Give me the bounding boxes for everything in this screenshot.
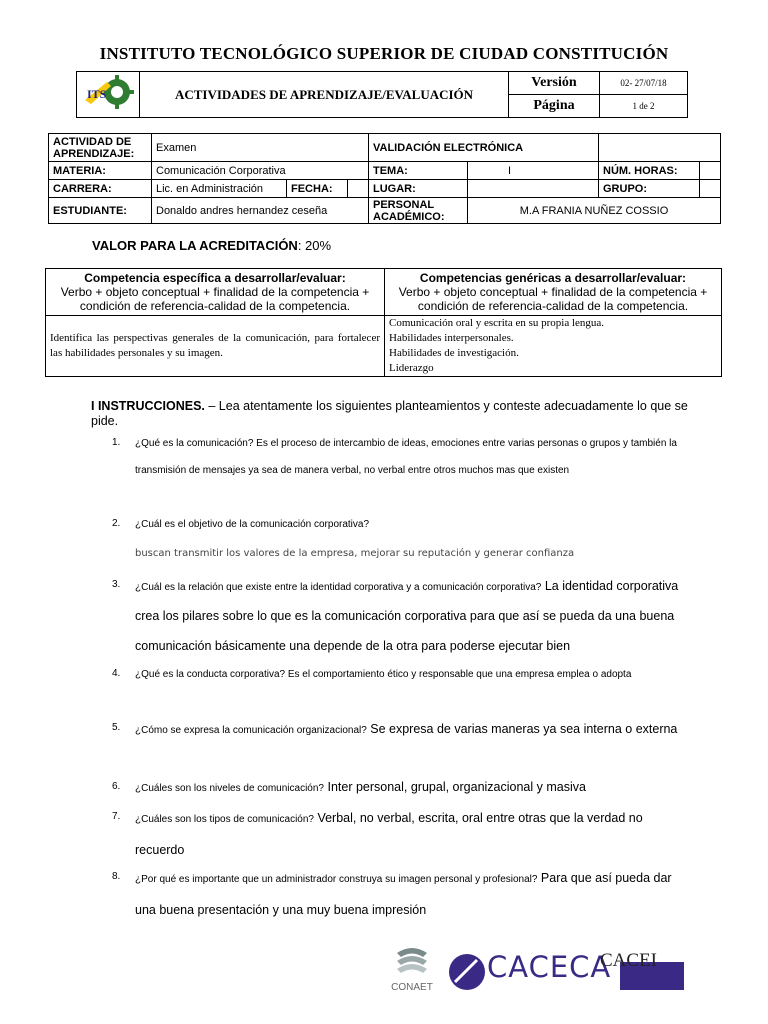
question-number: 7. [112,811,121,822]
horas-value [700,162,721,180]
caceca-logo [447,950,612,996]
cacei-text: CACEI [600,950,657,971]
question-text [135,803,680,867]
page-label: Página [509,95,600,118]
cacei-logo [600,952,684,992]
answer-text: La identidad corporativa crea los pilares sobre lo que es la comunicación corporativa para que así se pueda da una buena comunicación básicamente una depende de la otra para poderse ejecutar bien [135,579,679,653]
svg-text:ITS: ITS [87,87,107,101]
instructions [91,399,691,429]
caceca-text: CACECA [487,950,612,984]
question-number: 3. [112,579,121,590]
tema-value: I [468,162,599,180]
lugar-value [468,180,599,198]
question-text-q: ¿Cuál es la relación que existe entre la identidad corporativa y a comunicación corporativa? [135,582,542,593]
fecha-label: FECHA: [287,180,348,198]
page-value: 1 de 2 [600,95,688,118]
validacion-label: VALIDACIÓN ELECTRÓNICA [369,134,599,162]
conaet-text: CONAET [391,982,433,993]
lugar-label: LUGAR: [369,180,468,198]
question-number: 8. [112,871,121,882]
question-number: 6. [112,781,121,792]
generica-item: Liderazgo [389,362,434,374]
carrera-value: Lic. en Administración [152,180,287,198]
question-text: ¿Cuál es el objetivo de la comunicación corporativa? [135,519,370,530]
conaet-emblem-icon [383,945,441,979]
generica-item: Habilidades interpersonales. [389,332,514,344]
competencia-especifica-body: Identifica las perspectivas generales de la comunicación, para fortalecer las habilidades personales y su imagen. [46,316,385,377]
competencias-table [45,268,722,377]
question-text: ¿Qué es la conducta corporativa? Es el comportamiento ético y responsable que una empresa emplea o adopta [135,669,632,680]
version-value: 02- 27/07/18 [600,72,688,95]
horas-label: NÚM. HORAS: [599,162,700,180]
fecha-value [348,180,369,198]
conaet-logo [383,945,441,995]
validacion-value [599,134,721,162]
form-title: ACTIVIDADES DE APRENDIZAJE/EVALUACIÓN [140,72,509,118]
answer-text: Para que así pueda dar una buena presentación y una muy buena impresión [135,871,672,917]
instructions-label: I INSTRUCCIONES. [91,399,205,413]
competencias-genericas-title: Competencias genéricas a desarrollar/evaluar: [419,271,687,285]
personal-value: M.A FRANIA NUÑEZ COSSIO [468,198,721,224]
materia-value: Comunicación Corporativa [152,162,369,180]
question-text [135,572,680,662]
caceca-emblem-icon [447,952,487,992]
question-text: ¿Qué es la comunicación? Es el proceso de intercambio de ideas, emociones entre varias personas o grupos y también la transmisión de mensajes ya sea de manera verbal, no verbal entre otros muchos mas que existen [135,438,677,476]
estudiante-value: Donaldo andres hernandez ceseña [152,198,369,224]
institute-title: INSTITUTO TECNOLÓGICO SUPERIOR DE CIUDAD CONSTITUCIÓN [99,44,669,63]
question-number: 4. [112,668,121,679]
question-text-q: ¿Cómo se expresa la comunicación organizacional? [135,725,367,736]
actividad-label: ACTIVIDAD DE APRENDIZAJE: [49,134,152,162]
question-text [135,714,680,746]
competencia-especifica-sub: Verbo + objeto conceptual + finalidad de la competencia + condición de referencia-calidad de la competencia. [60,285,370,313]
tema-label: TEMA: [369,162,468,180]
competencia-especifica-title: Competencia específica a desarrollar/evaluar: [84,271,346,285]
question-number: 2. [112,518,121,529]
grupo-label: GRUPO: [599,180,700,198]
actividad-value: Examen [152,134,369,162]
its-logo-icon [77,72,137,112]
competencias-genericas-header [385,269,722,316]
question-text [135,773,680,803]
grupo-value [700,180,721,198]
its-logo-cell [77,72,140,118]
question-text-q: ¿Cuáles son los niveles de comunicación? [135,783,324,794]
answer-text: Inter personal, grupal, organizacional y masiva [324,780,586,794]
question-text [135,863,680,927]
version-label: Versión [509,72,600,95]
competencias-genericas-sub: Verbo + objeto conceptual + finalidad de la competencia + condición de referencia-calidad de la competencia. [398,285,708,313]
answer-text: buscan transmitir los valores de la empresa, mejorar su reputación y generar confianza [135,548,575,559]
valor-label: VALOR PARA LA ACREDITACIÓN [92,238,298,253]
question-number: 5. [112,722,121,733]
personal-label: PERSONAL ACADÉMICO: [369,198,468,224]
estudiante-label: ESTUDIANTE: [49,198,152,224]
carrera-label: CARRERA: [49,180,152,198]
question-number: 1. [112,437,121,448]
instructions-text: – Lea atentamente los siguientes planteamientos y conteste adecuadamente lo que se pide. [91,399,688,428]
activity-info-table [48,133,721,224]
competencias-genericas-body [385,316,722,377]
competencia-especifica-header [46,269,385,316]
answer-text: Verbal, no verbal, escrita, oral entre otras que la verdad no recuerdo [135,811,643,857]
question-text-q: ¿Cuáles son los tipos de comunicación? [135,814,314,825]
form-header-table [76,71,688,118]
question-text-q: ¿Por qué es importante que un administrador construya su imagen personal y profesional? [135,874,538,885]
generica-item: Habilidades de investigación. [389,347,519,359]
answer-text: Se expresa de varias maneras ya sea interna o externa [366,722,678,736]
materia-label: MATERIA: [49,162,152,180]
valor-value: : 20% [297,238,332,253]
valor-acreditacion [92,238,331,253]
generica-item: Comunicación oral y escrita en su propia lengua. [389,317,605,329]
